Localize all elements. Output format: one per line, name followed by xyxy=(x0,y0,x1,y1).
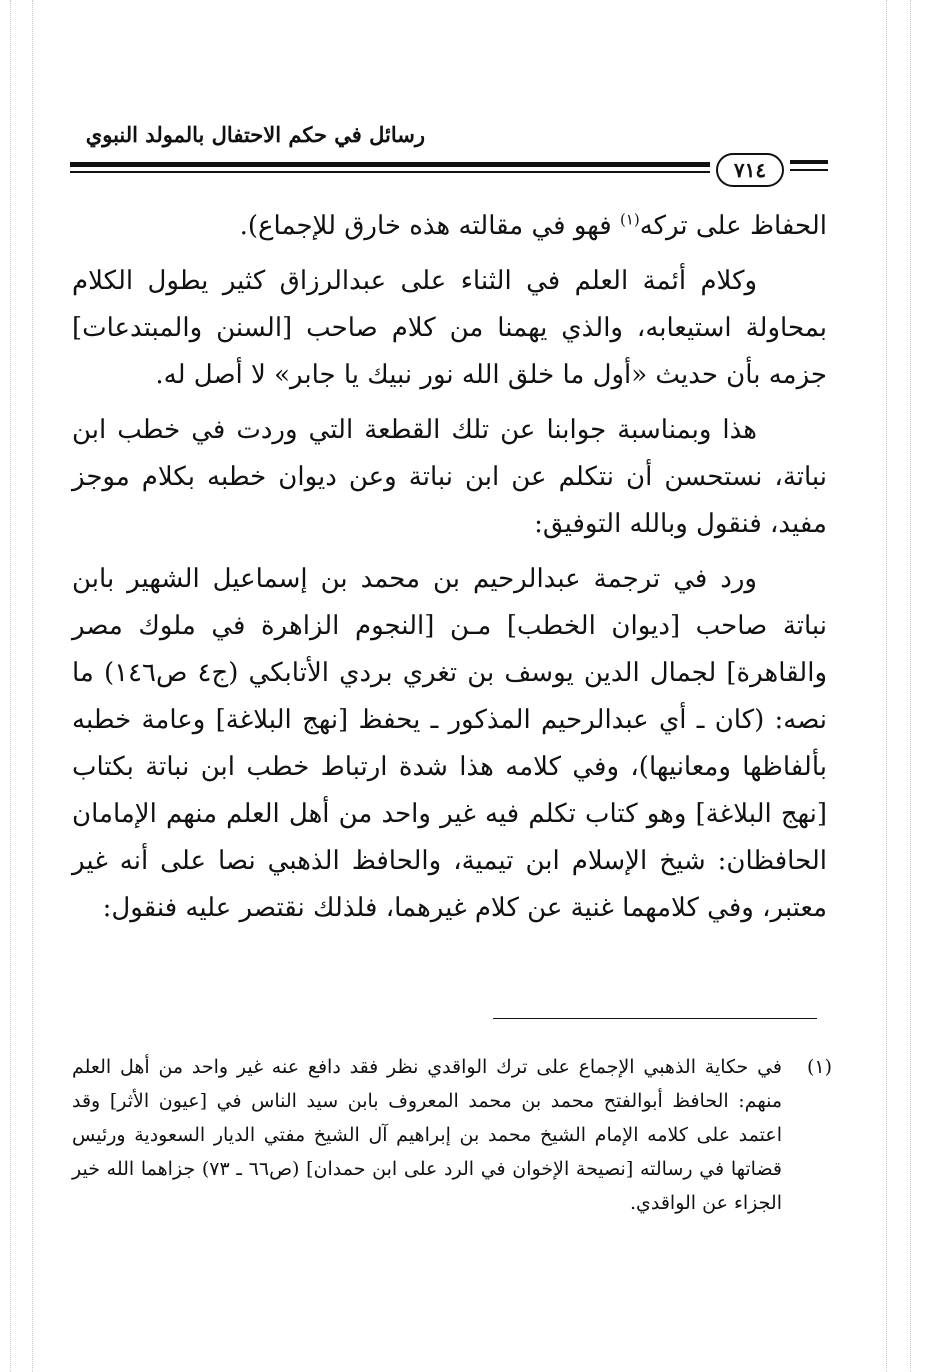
running-header-title: رسائل في حكم الاحتفال بالمولد النبوي xyxy=(85,122,425,147)
header-rule-right-bottom xyxy=(790,169,828,171)
footnote-text: في حكاية الذهبي الإجماع على ترك الواقدي نظر فقد دافع عنه غير واحد من أهل العلم منهم: الحافظ أبوالفتح محمد بن محمد المعروف بابن سيد الناس في [عيون الأثر] وقد اعتمد على كلامه الإمام الشيخ محمد بن إبراهيم آل الشيخ مفتي الديار السعودية ورئيس قضاتها في رسالته [نصيحة الإخوان في الرد على ابن حمدان] (ص٦٦ ـ ٧٣) جزاهما الله خير الجزاء عن الواقدي. xyxy=(72,1056,783,1214)
scan-guide-line xyxy=(910,0,911,1372)
paragraph-1 xyxy=(72,203,827,250)
paragraph-4: ورد في ترجمة عبدالرحيم بن محمد بن إسماعيل الشهير بابن نباتة صاحب [ديوان الخطب] مـن [النجوم الزاهرة في ملوك مصر والقاهرة] لجمال الدين يوسف بن تغري بردي الأتابكي (ج٤ ص١٤٦) ما نصه: (كان ـ أي عبدالرحيم المذكور ـ يحفظ [نهج البلاغة] وعامة خطبه بألفاظها ومعانيها)، وفي كلامه هذا شدة ارتباط خطب ابن نباتة بكتاب [نهج البلاغة] وهو كتاب تكلم فيه غير واحد من أهل العلم منهم الإمامان الحافظان: شيخ الإسلام ابن تيمية، والحافظ الذهبي نصا على أنه غير معتبر، وفي كلامهما غنية عن كلام غيرهما، فلذلك نقتصر عليه فنقول: xyxy=(72,564,827,923)
main-text xyxy=(72,203,827,940)
footnote-marker: (١) xyxy=(806,1056,832,1078)
footnote xyxy=(72,1050,832,1220)
header-rule-right-top xyxy=(790,160,828,164)
paragraph-1-text-end: فهو في مقالته هذه خارق للإجماع). xyxy=(239,211,620,241)
footnote-reference[interactable]: (١) xyxy=(619,210,640,229)
header-rule-thick xyxy=(70,162,710,167)
scan-guide-line xyxy=(10,0,11,1372)
paragraph-1-text: الحفاظ على تركه xyxy=(639,211,827,241)
page-number-badge: ٧١٤ xyxy=(716,153,784,187)
header-rule-thin xyxy=(70,171,710,173)
footnote-separator xyxy=(493,1018,817,1019)
paragraph-3: هذا وبمناسبة جوابنا عن تلك القطعة التي وردت في خطب ابن نباتة، نستحسن أن نتكلم عن ابن نباتة وعن ديوان خطبه بكلام موجز مفيد، فنقول وبالله التوفيق: xyxy=(72,415,827,539)
paragraph-2: وكلام أئمة العلم في الثناء على عبدالرزاق كثير يطول الكلام بمحاولة استيعابه، والذي يهمنا من كلام صاحب [السنن والمبتدعات] جزمه بأن حديث «أول ما خلق الله نور نبيك يا جابر» لا أصل له. xyxy=(72,266,827,390)
scan-guide-line xyxy=(32,0,33,1372)
scan-guide-line xyxy=(886,0,887,1372)
